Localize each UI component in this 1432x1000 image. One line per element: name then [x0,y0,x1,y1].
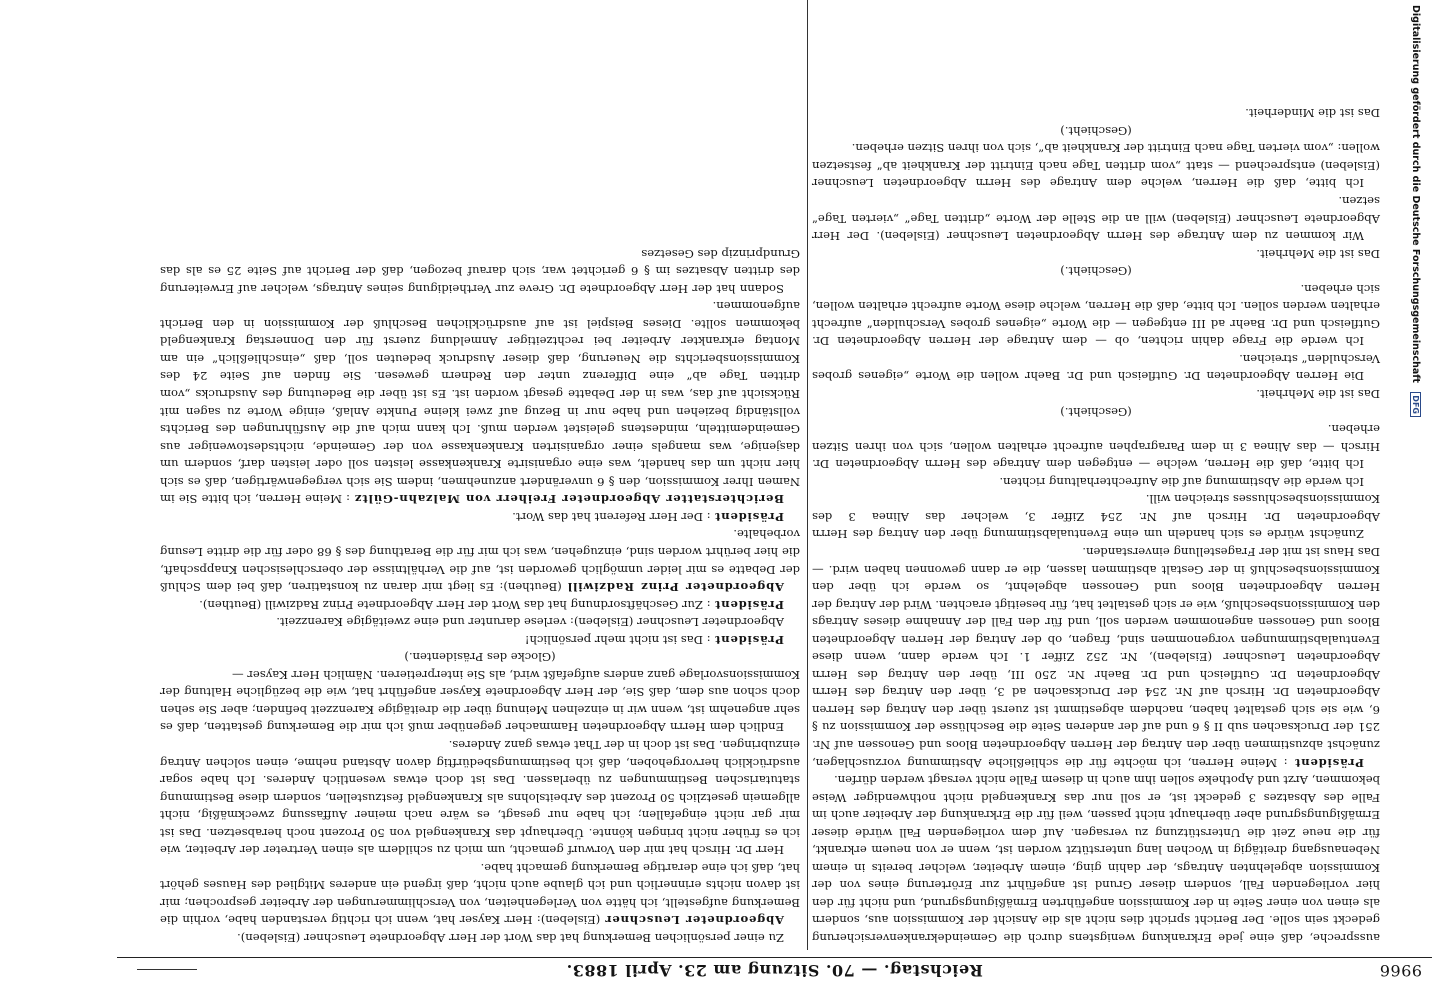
paragraph [812,191,1380,244]
paragraph [160,735,800,858]
paragraph [812,771,1380,946]
paragraph-text: Herr Dr. Hirsch hat mir den Vorwurf gemacht, um mich zu schildern als einen Vertreter der Arbeiter, wie ich es früher nicht bringen könnte. Überhaupt das Krankengeld von 50 Prozent noch herabsetzen. Das ist mir gar nicht eingefallen; ich habe nur gesagt, es wäre nach meiner Auffassung zweckmäßig, nicht allgemein gesetzlich 50 Prozent des Arbeitslohns als Krankengeld festzustellen, sondern diese Bestimmung statutarischen Bestimmungen zu überlassen. Das ist doch etwas wesentlich Anderes. Ich habe sogar ausdrücklich hervorgehoben, daß ich bestimmungsbedürftig davon Abstand nehme, einen solchen Antrag einzubringen. Das ist doch in der That etwas ganz Anderes. [160,737,800,858]
paragraph [160,525,800,595]
header-rule [117,957,1432,958]
paragraph [160,665,800,735]
paragraph [160,297,800,508]
paragraph [160,630,800,648]
paragraph [160,613,800,631]
header-dash [137,969,197,970]
paragraph-text: (Geschieht.) [1060,123,1132,138]
paragraph-text: Ich werde die Frage dahin richten, ob — dem Antrage der Herren Abgeordneten Dr. Gutfleisch und Dr. Baehr ad III entgegen — die Worte „eigenes grobes Verschulden“ aufrecht erhalten werden sollen. Ich bitte, daß die Herren, welche diese Worte aufrecht erhalten wollen, sich erheben. [812,281,1380,349]
speaker-name: Abgeordneter Leuschner [604,913,784,928]
paragraph-text: Wir kommen zu dem Antrage des Herrn Abgeordneten Leuschner (Eisleben). Der Herr Abgeordnete Leuschner (Eisleben) will an die Stelle der Worte „dritten Tage“ „vierten Tage“ setzen. [812,194,1380,244]
paragraph [160,595,800,613]
right-column [160,6,800,946]
paragraph-text: : Das ist nicht mehr persönlich! [524,632,715,647]
paragraph-text: Abgeordneter Leuschner (Eisleben): verlese darunter und eine zweitägige Karenzzeit. [276,615,784,630]
paragraph-text: Sodann hat der Herr Abgeordnete Dr. Greve zur Vertheidigung seines Antrags, welcher auf Erweiterung des dritten Absatzes im § 6 gerichtet war, sich darauf bezogen, daß der Bericht auf Seite 25 es als das Grundprinzip des Gesetzes [160,246,800,296]
paragraph-text: Ich bitte, daß die Herren, welche — entgegen dem Antrage des Herrn Abgeordneten Dr. Hirsch — das Alinea 3 in dem Paragraphen aufrecht erhalten wollen, sich von ihren Sitzen erheben. [812,422,1380,472]
paragraph-text: (Geschieht.) [1060,264,1132,279]
paragraph-text: : Zur Geschäftsordnung hat das Wort der Herr Abgeordnete Prinz Radziwill (Beuthen). [199,597,715,612]
paragraph-text: (Eisleben): Herr Kayser hat, wenn ich richtig verstanden habe, vorhin die Bemerkung aufgestellt, ich hätte von Verlegenheiten, von Verschlimmerungen der Arbeiter gesprochen; mir ist davon nichts erinnerlich und ich glaube auch nicht, daß irgend ein anderes Mitglied des Hauses gehört hat, daß ich eine derartige Bemerkung gemacht habe. [160,860,800,928]
speaker-name: Präsident [714,632,784,647]
stage-direction [160,648,800,666]
speaker-name: Präsident [714,509,784,524]
column-divider [807,0,808,950]
paragraph-text: (Beuthen): Es liegt mir daran zu konstatiren, daß bei dem Schluß der Debatte es mir leider unmöglich geworden ist, auf die Verhältnisse der oberschlesischen Knappschaft, die hier berührt worden sind, einzugehen, was ich mir für die Berathung des § 68 oder für die dritte Lesung vorbehalte. [160,527,800,595]
paragraph-text: Das ist die Mehrheit. [1256,246,1380,261]
paragraph [812,104,1380,122]
stage-direction [812,121,1380,139]
page-number: 9966 [1379,961,1422,980]
footer-credit-text: Digitalisierung gefördert durch die Deutsche Forschungsgemeinschaft [1410,5,1421,383]
paragraph-text: Zunächst würde es sich handeln um eine Eventualabstimmung über den Antrag des Herrn Abgeordneten Dr. Hirsch auf Nr. 254 Ziffer 3, welcher das Alinea 3 des Kommissionsbeschlusses streichen will. [812,492,1380,542]
paragraph [812,490,1380,543]
paragraph-text: ausspreche, daß eine jede Erkrankung wenigstens durch die Gemeindekrankenversicherung gedeckt sein solle. Der Bericht spricht dies nicht als die Ansicht der Kommission aus, sondern als einen von einer Seite in der Kommission angeführten Ermäßigungsgrund, und nicht für den hier vorliegenden Fall, sondern dieser Grund ist angeführt zur Erörterung eines von der Kommission abgelehnten Antrags, der dahin ging, einem Arbeiter, welcher bereits in einem Nebenausgang dreitägig in Wochen lang unterstützt worden ist, wenn er von neuem erkrankt, für die neue Zeit die Unterstützung zu versagen. Auf dem vorliegenden Fall würde dieser Ermäßigungsgrund aber überhaupt nicht passen, weil für die Erkrankung der Arbeiter auch im Falle des Absatzes 3 gedeckt ist, er soll nur das Krankengeld nicht nothwendiger Weise bekommen, Arzt und Apotheke sollen ihm auch in diesem Falle nicht versagt werden dürfen. [812,773,1380,945]
paragraph [812,349,1380,384]
left-column [812,6,1380,946]
page-header [117,958,1432,980]
dfg-logo: DFG [1410,392,1421,417]
paragraph [160,507,800,525]
speaker-name: Abgeordneter Prinz Radziwill [567,580,784,595]
paragraph [160,244,800,297]
footer-credit [1410,5,1421,417]
paragraph [160,928,800,946]
paragraph [812,420,1380,473]
paragraph [812,542,1380,770]
paragraph-text: Ich bitte, daß die Herren, welche dem Antrage des Herrn Abgeordneten Leuschner (Eisleben) entsprechend — statt „vom dritten Tage nach Eintritt der Krankheit ab“ festsetzen wollen: „vom vierten Tage nach Eintritt der Krankheit ab“, sich von ihren Sitzen erheben. [812,141,1380,191]
speaker-name: Präsident [1294,755,1364,770]
paragraph [812,472,1380,490]
paragraph-text: : Meine Herren, ich möchte für die schließliche Abstimmung vorzuschlagen, zunächst abzustimmen über den Antrag der Herren Abgeordneten Bloos und Genossen auf Nr. 251 der Drucksachen sub II § 6 und auf der anderen Seite die Beschlüsse der Kommission zu § 6, wie sie sich gestaltet haben, nachdem abgestimmt ist zuerst über den Antrag des Herren Abgeordneten Dr. Hirsch auf Nr. 254 der Drucksachen ad 3, über den Antrag des Herrn Abgeordneten Dr. Gutfleisch und Dr. Baehr Nr. 250 III, über den Antrag des Herrn Abgeordneten Leuschner (Eisleben), Nr. 252 Ziffer 1. Ich werde dann, wenn diese Eventualabstimmungen vorgenommen sind, fragen, ob der Antrag der Herren Abgeordneten Bloos und Genossen angenommen werden soll, und für den Fall der Annahme dieses Antrags den Kommissionsbeschluß, wie er sich gestaltet hat, für beseitigt erachten. Wird der Antrag der Herren Abgeordneten Bloos und Genossen abgelehnt, so werde ich über den Kommissionsbeschluß in der Gestalt abstimmen lassen, die er dann gewonnen haben wird. — Das Haus ist mit der Fragestellung einverstanden. [812,544,1380,770]
speaker-name: Berichterstatter Abgeordneter Freiherr von Malzahn-Gültz [354,492,784,507]
paragraph-text: Zu einer persönlichen Bemerkung hat das Wort der Herr Abgeordnete Leuschner (Eisleben). [237,931,784,945]
stage-direction [812,262,1380,280]
page-title: Reichstag. — 70. Sitzung am 23. April 1883. [566,961,983,980]
paragraph-text: (Geschieht.) [1060,404,1132,419]
paragraph-text: Das ist die Minderheit. [1245,106,1380,121]
paragraph-text: : Der Herr Referent hat das Wort. [512,509,715,524]
paragraph [812,279,1380,349]
stage-direction [812,402,1380,420]
paragraph [812,139,1380,192]
paragraph [812,385,1380,403]
paragraph-text: : Meine Herren, ich bitte Sie im Namen Ihrer Kommission, den § 6 unverändert anzunehmen, indem Sie sich vergegenwärtigen, daß es sich hier nicht um das handelt, was eine organisirte Krankenkasse leisten soll oder leisten darf, sondern um dasjenige, was mangels einer organisirten Krankenkasse von der Gemeinde, nichtsdestoweniger aus Gemeindemitteln, mindestens geleistet werden muß. Ich kann mich auf die Ausführungen des Berichts vollständig beziehen und habe nur in Bezug auf zwei kleine Punkte Anlaß, einige Worte zu sagen mit Rücksicht auf das, was in der Debatte gesagt worden ist. Es ist über die Bedeutung des Ausdrucks „vom dritten Tage ab“ eine Differenz unter den Rednern gewesen. Sie finden auf Seite 24 des Kommissionsberichts die Neuerung, daß dieser Ausdruck bedeuten soll, daß „einschließlich“ ein am Montag erkrankter Arbeiter bei rechtzeitiger Anmeldung zuerst für den Donnerstag Krankengeld bekommen sollte. Dieses Beispiel ist auf ausdrücklichen Beschluß der Kommission in den Bericht aufgenommen. [160,299,800,507]
paragraph [160,858,800,928]
speaker-name: Präsident [714,597,784,612]
paragraph-text: Endlich dem Herrn Abgeordneten Hammacher gegenüber muß ich mir die Bemerkung gestatten, daß es sehr angenehm ist, wenn wir in einzelnen Meinung über die dreitägige Karenzzeit befinden; aber Sie sehen doch schon aus dem, daß Sie, der Herr Abgeordnete Kayser angeführt hat, wie die bezügliche Haltung der Kommissionsvorlage ganz anders aufgefaßt wird, als Sie interpretieren. Nämlich Herr Kayser — [160,667,800,735]
paragraph-text: Das ist die Mehrheit. [1256,387,1380,402]
paragraph [812,244,1380,262]
paragraph-text: Die Herren Abgeordneten Dr. Gutfleisch und Dr. Baehr wollen die Worte „eigenes grobes Verschulden“ streichen. [812,351,1380,384]
paragraph-text: (Glocke des Präsidenten.) [404,650,556,665]
paragraph-text: Ich werde die Abstimmung auf die Aufrechterhaltung richten. [999,474,1364,489]
